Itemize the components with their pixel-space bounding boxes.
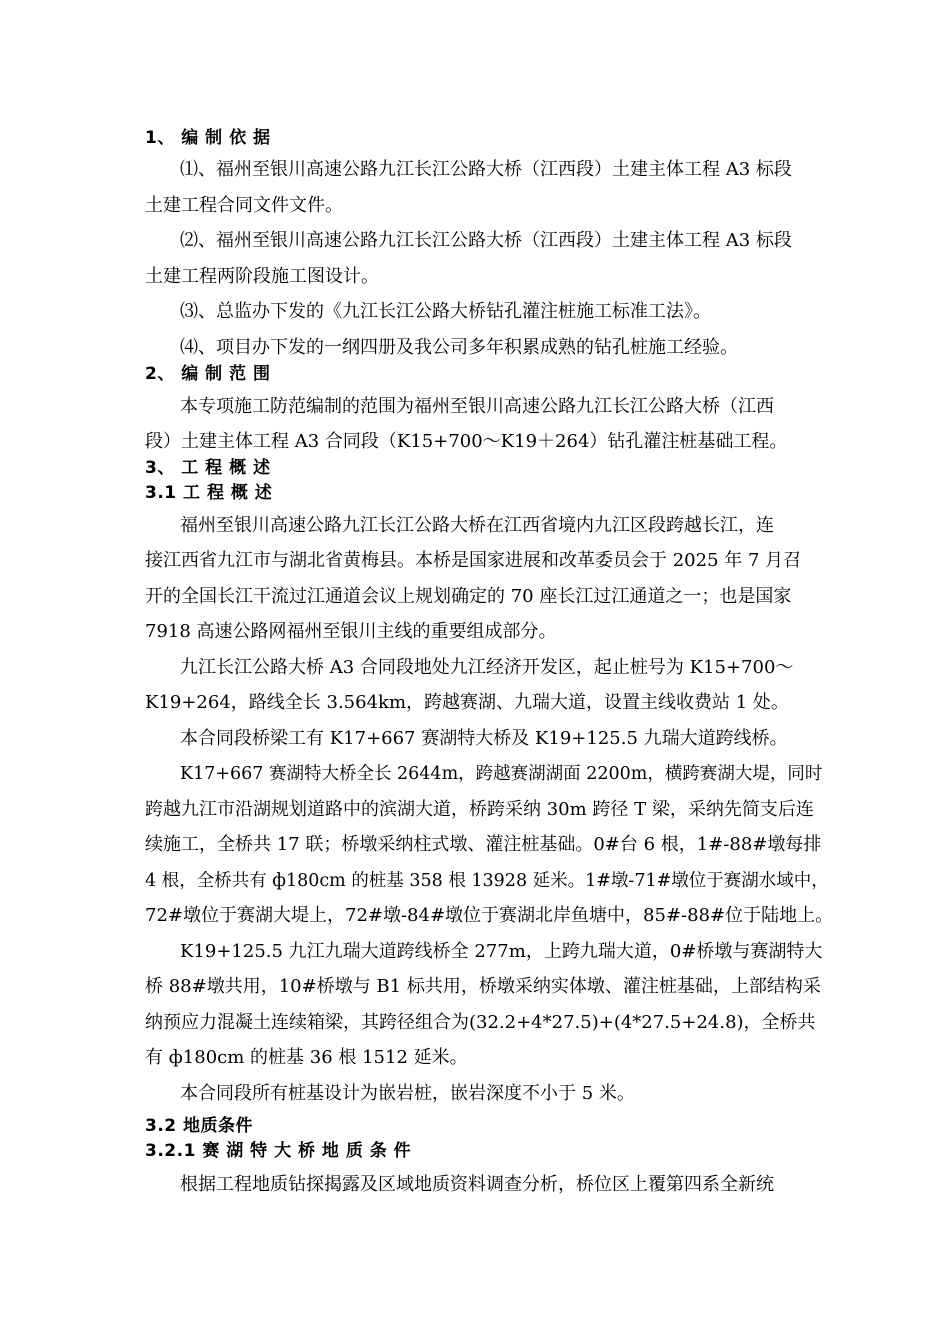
paragraph-line: 纳预应力混凝土连续箱梁，其跨径组合为(32.2+4*27.5)+(4*27.5+24.8)，全桥共 — [145, 1012, 816, 1033]
paragraph-line: 开的全国长江干流过江通道会议上规划确定的 70 座长江过江通道之一；也是国家 — [145, 586, 792, 607]
paragraph-line: K19+125.5 九江九瑞大道跨线桥全 277m，上跨九瑞大道，0#桥墩与赛湖特大 — [180, 941, 823, 962]
paragraph-line: 有 ф180cm 的桩基 36 根 1512 延米。 — [145, 1047, 468, 1068]
paragraph-line: 土建工程两阶段施工图设计。 — [145, 266, 379, 287]
paragraph-line: 根据工程地质钻探揭露及区域地质资料调查分析，桥位区上覆第四系全新统 — [180, 1174, 774, 1195]
paragraph-line: 72#墩位于赛湖大堤上，72#墩-84#墩位于赛湖北岸鱼塘中，85#-88#位于陆地上。 — [145, 905, 834, 926]
paragraph-line: 4 根，全桥共有 ф180cm 的桩基 358 根 13928 延米。1#墩-71#墩位于赛湖水域中， — [145, 871, 829, 891]
subsection-heading-3-1: 3.1 工 程 概 述 — [145, 483, 273, 503]
paragraph-line: ⑷、项目办下发的一纲四册及我公司多年积累成熟的钻孔桩施工经验。 — [180, 337, 738, 358]
section-heading-2: 2、 编 制 范 围 — [145, 364, 271, 384]
paragraph-line: 本合同段桥梁工有 K17+667 赛湖特大桥及 K19+125.5 九瑞大道跨线桥。 — [180, 728, 788, 749]
paragraph-line: ⑵、福州至银川高速公路九江长江公路大桥（江西段）土建主体工程 A3 标段 — [180, 230, 792, 251]
paragraph-line: 续施工，全桥共 17 联；桥墩采纳柱式墩、灌注桩基础。0#台 6 根，1#-88#墩每排 — [145, 834, 822, 855]
paragraph-line: 桥 88#墩共用，10#桥墩与 B1 标共用，桥墩采纳实体墩、灌注桩基础，上部结构采 — [145, 976, 821, 997]
paragraph-line: 福州至银川高速公路九江长江公路大桥在江西省境内九江区段跨越长江，连 — [180, 515, 774, 536]
paragraph-line: 九江长江公路大桥 A3 合同段地处九江经济开发区，起止桩号为 K15+700～ — [180, 657, 794, 678]
paragraph-line: 本合同段所有桩基设计为嵌岩桩，嵌岩深度不小于 5 米。 — [180, 1083, 635, 1104]
paragraph-line: 土建工程合同文件文件。 — [145, 195, 343, 216]
paragraph-line: 跨越九江市沿湖规划道路中的滨湖大道，桥跨采纳 30m 跨径 T 梁，采纳先简支后连 — [145, 799, 814, 820]
subsection-heading-3-2: 3.2 地质条件 — [145, 1116, 254, 1136]
section-heading-1: 1、 编 制 依 据 — [145, 128, 271, 148]
paragraph-line: ⑴、福州至银川高速公路九江长江公路大桥（江西段）土建主体工程 A3 标段 — [180, 159, 792, 180]
paragraph-line: 接江西省九江市与湖北省黄梅县。本桥是国家进展和改革委员会于 2025 年 7 月召 — [145, 550, 802, 571]
subsection-heading-3-2-1: 3.2.1 赛 湖 特 大 桥 地 质 条 件 — [145, 1141, 412, 1161]
paragraph-line: 段）土建主体工程 A3 合同段（K15+700～K19＋264）钻孔灌注桩基础工程。 — [145, 431, 788, 452]
paragraph-line: 7918 高速公路网福州至银川主线的重要组成部分。 — [145, 621, 557, 642]
paragraph-line: K19+264，路线全长 3.564km，跨越赛湖、九瑞大道，设置主线收费站 1 处。 — [145, 692, 789, 713]
paragraph-line: ⑶、总监办下发的《九江长江公路大桥钻孔灌注桩施工标准工法》。 — [180, 301, 711, 322]
paragraph-line: K17+667 赛湖特大桥全长 2644m，跨越赛湖湖面 2200m，横跨赛湖大堤，同时 — [180, 764, 823, 784]
paragraph-line: 本专项施工防范编制的范围为福州至银川高速公路九江长江公路大桥（江西 — [180, 396, 774, 417]
section-heading-3: 3、 工 程 概 述 — [145, 458, 271, 478]
